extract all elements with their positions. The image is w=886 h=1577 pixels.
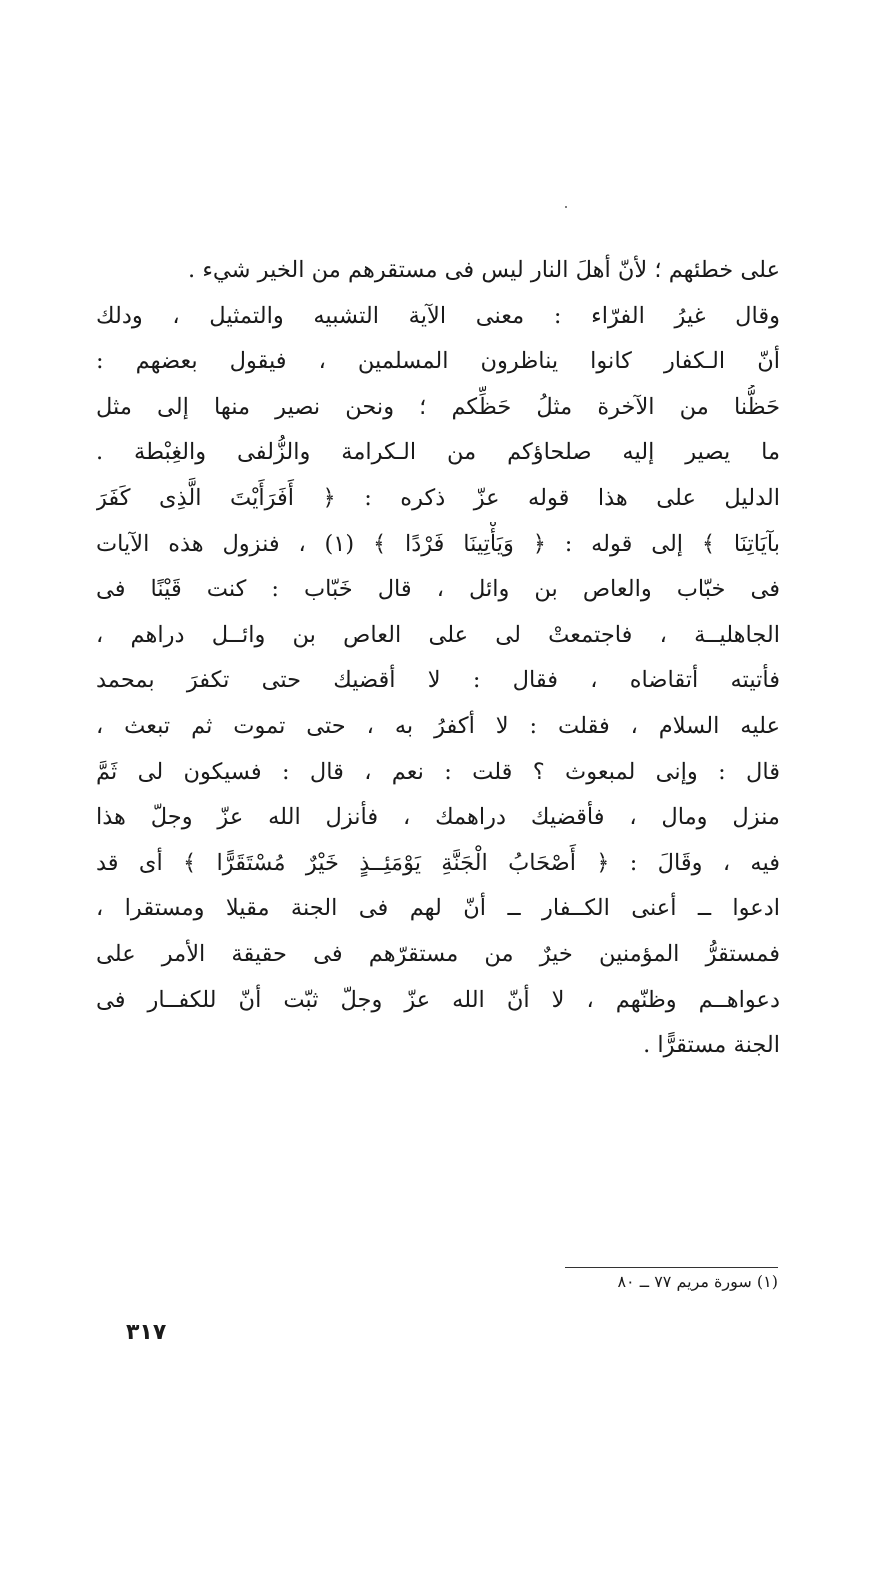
body-line: أنّ الـكفار كانوا يناظرون المسلمين ، فيقول بعضهم : [96, 348, 780, 375]
body-line: فمستقرُّ المؤمنين خيرٌ من مستقرّهم فى حقيقة الأمر على [96, 940, 780, 967]
body-line: ما يصير إليه صلحاؤكم من الـكرامة والزُّلفى والغِبْطة . [96, 439, 780, 466]
body-line: ادعوا ــ أعنى الكــفار ــ أنّ لهم فى الجنة مقيلا ومستقرا ، [96, 895, 780, 922]
body-line: دعواهــم وظنّهم ، لا أنّ الله عزّ وجلّ ثبّت أنّ للكفــار فى [96, 986, 780, 1013]
body-line: عليه السلام ، فقلت : لا أكفرُ به ، حتى تموت ثم تبعث ، [96, 712, 780, 739]
body-line: بآيَاتِنَا ﴾ إلى قوله : ﴿ وَيَأْتِينَا فَرْدًا ﴾ (١) ، فنزول هذه الآيات [96, 530, 780, 557]
body-line: فأتيته أتقاضاه ، فقال : لا أقضيك حتى تكفرَ بمحمد [96, 667, 780, 694]
body-text [96, 248, 780, 1069]
footnote-separator [565, 1267, 778, 1268]
body-line: قال : وإنى لمبعوث ؟ قلت : نعم ، قال : فسيكون لى ثَمَّ [96, 758, 780, 785]
body-line: الجنة مستقرًّا . [643, 1032, 780, 1059]
body-line: فيه ، وقَالَ : ﴿ أَصْحَابُ الْجَنَّةِ يَوْمَئِــذٍ خَيْرٌ مُسْتَقَرًّا ﴾ أى قد [96, 849, 780, 876]
body-line: فى خبّاب والعاص بن وائل ، قال خَبّاب : كنت قَيْنًا فى [96, 576, 780, 603]
body-line: الجاهليــة ، فاجتمعتْ لى على العاص بن وائــل دراهم ، [96, 621, 780, 648]
page-number: ٣١٧ [126, 1320, 167, 1345]
body-line: حَظُّنا من الآخرة مثلُ حَظِّكم ؛ ونحن نصير منها إلى مثل [96, 393, 780, 420]
body-line: وقال غيرُ الفرّاء : معنى الآية التشبيه والتمثيل ، ودلك [96, 302, 780, 329]
body-line: منزل ومال ، فأقضيك دراهمك ، فأنزل الله عزّ وجلّ هذا [96, 804, 780, 831]
footnote: (١) سورة مريم ٧٧ ــ ٨٠ [617, 1272, 778, 1291]
ink-speck [565, 206, 567, 208]
body-line: الدليل على هذا قوله عزّ ذكره : ﴿ أَفَرَأَيْتَ الَّذِى كَفَرَ [96, 484, 780, 511]
body-line: على خطئهم ؛ لأنّ أهلَ النار ليس فى مستقرهم من الخير شيء . [188, 257, 780, 283]
